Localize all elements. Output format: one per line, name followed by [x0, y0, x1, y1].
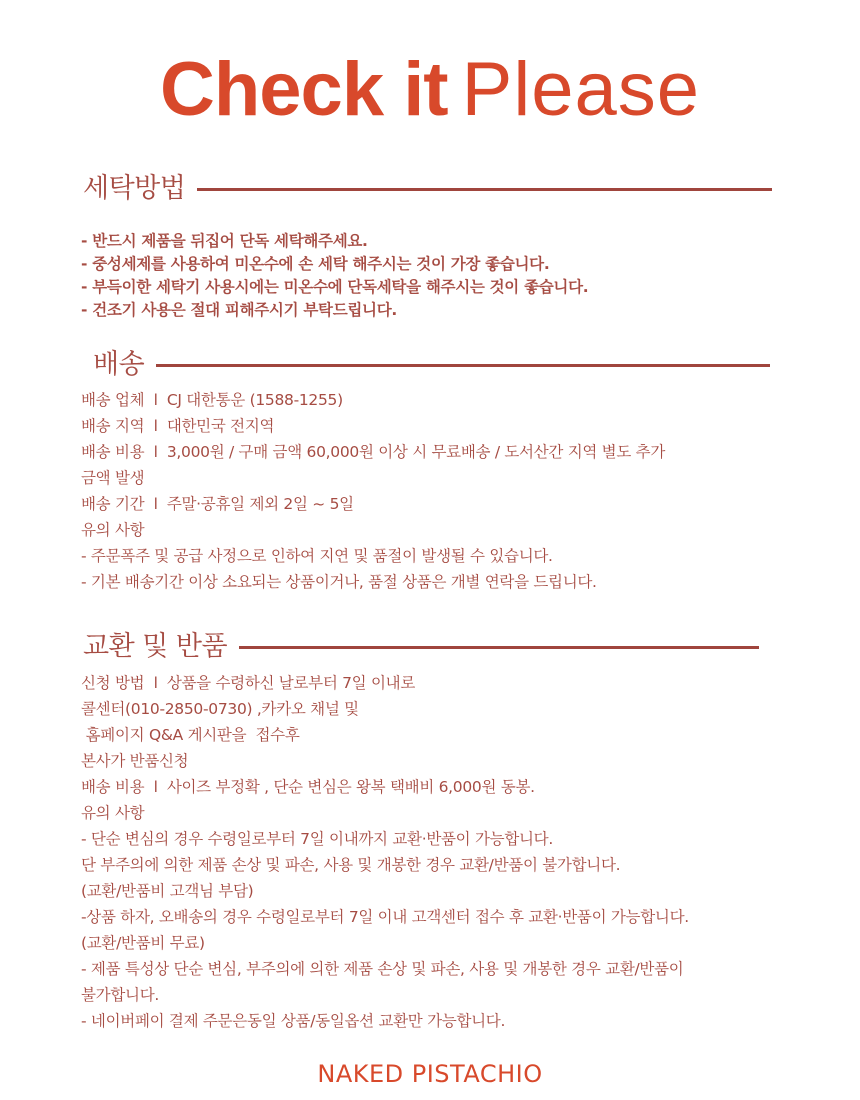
brand-name: NAKED PISTACHIO: [317, 1060, 543, 1088]
exchange-line: 유의 사항: [81, 804, 145, 822]
exchange-line: 신청 방법 l 상품을 수령하신 날로부터 7일 이내로: [81, 674, 415, 692]
page-title: [0, 47, 860, 132]
exchange-line: -상품 하자, 오배송의 경우 수령일로부터 7일 이내 고객센터 접수 후 교환·반품이 가능합니다.: [81, 908, 689, 926]
washing-heading-label: 세탁방법: [83, 173, 186, 204]
exchange-line: 콜센터(010-2850-0730) ,카카오 채널 및: [81, 700, 359, 718]
shipping-line: 배송 기간 l 주말·공휴일 제외 2일 ~ 5일: [81, 495, 354, 513]
shipping-heading-rule: [156, 364, 770, 367]
exchange-heading-label: 교환 및 반품: [83, 631, 228, 662]
shipping-line: 배송 비용 l 3,000원 / 구매 금액 60,000원 이상 시 무료배송 / 도서산간 지역 별도 추가: [81, 443, 665, 461]
exchange-line: (교환/반품비 고객님 부담): [81, 882, 254, 900]
exchange-line: (교환/반품비 무료): [81, 934, 205, 952]
washing-list: [81, 230, 821, 322]
washing-heading: [83, 166, 772, 205]
exchange-line: 단 부주의에 의한 제품 손상 및 파손, 사용 및 개봉한 경우 교환/반품이 불가합니다.: [81, 856, 621, 874]
shipping-heading: [93, 342, 770, 381]
shipping-line: - 기본 배송기간 이상 소요되는 상품이거나, 품절 상품은 개별 연락을 드립니다.: [81, 573, 597, 591]
exchange-line: 홈페이지 Q&A 게시판을 접수후: [81, 726, 300, 744]
exchange-line: 본사가 반품신청: [81, 752, 189, 770]
shipping-line: 배송 업체 l CJ 대한통운 (1588-1255): [81, 391, 343, 409]
exchange-line: - 네이버페이 결제 주문은동일 상품/동일옵션 교환만 가능합니다.: [81, 1012, 506, 1030]
shipping-line: 배송 지역 l 대한민국 전지역: [81, 417, 275, 435]
shipping-list: [81, 387, 821, 595]
exchange-line: 불가합니다.: [81, 986, 159, 1004]
title-bold: Check it: [159, 47, 448, 132]
washing-line: - 부득이한 세탁기 사용시에는 미온수에 단독세탁을 해주시는 것이 좋습니다.: [81, 278, 589, 296]
exchange-list: [81, 670, 821, 1034]
washing-line: - 중성세제를 사용하여 미온수에 손 세탁 해주시는 것이 가장 좋습니다.: [81, 255, 550, 273]
shipping-line: 금액 발생: [81, 469, 145, 487]
shipping-line: 유의 사항: [81, 521, 145, 539]
shipping-line: - 주문폭주 및 공급 사정으로 인하여 지연 및 품절이 발생될 수 있습니다.: [81, 547, 553, 565]
washing-heading-rule: [197, 188, 772, 191]
exchange-line: 배송 비용 l 사이즈 부정확 , 단순 변심은 왕복 택배비 6,000원 동봉.: [81, 778, 535, 796]
washing-line: - 건조기 사용은 절대 피해주시기 부탁드립니다.: [81, 301, 397, 319]
shipping-heading-label: 배송: [93, 349, 145, 380]
exchange-heading-rule: [239, 646, 759, 649]
exchange-line: - 단순 변심의 경우 수령일로부터 7일 이내까지 교환·반품이 가능합니다.: [81, 830, 553, 848]
exchange-heading: [83, 624, 759, 663]
title-light: Please: [461, 47, 701, 132]
exchange-line: - 제품 특성상 단순 변심, 부주의에 의한 제품 손상 및 파손, 사용 및 개봉한 경우 교환/반품이: [81, 960, 684, 978]
washing-line: - 반드시 제품을 뒤집어 단독 세탁해주세요.: [81, 232, 368, 250]
